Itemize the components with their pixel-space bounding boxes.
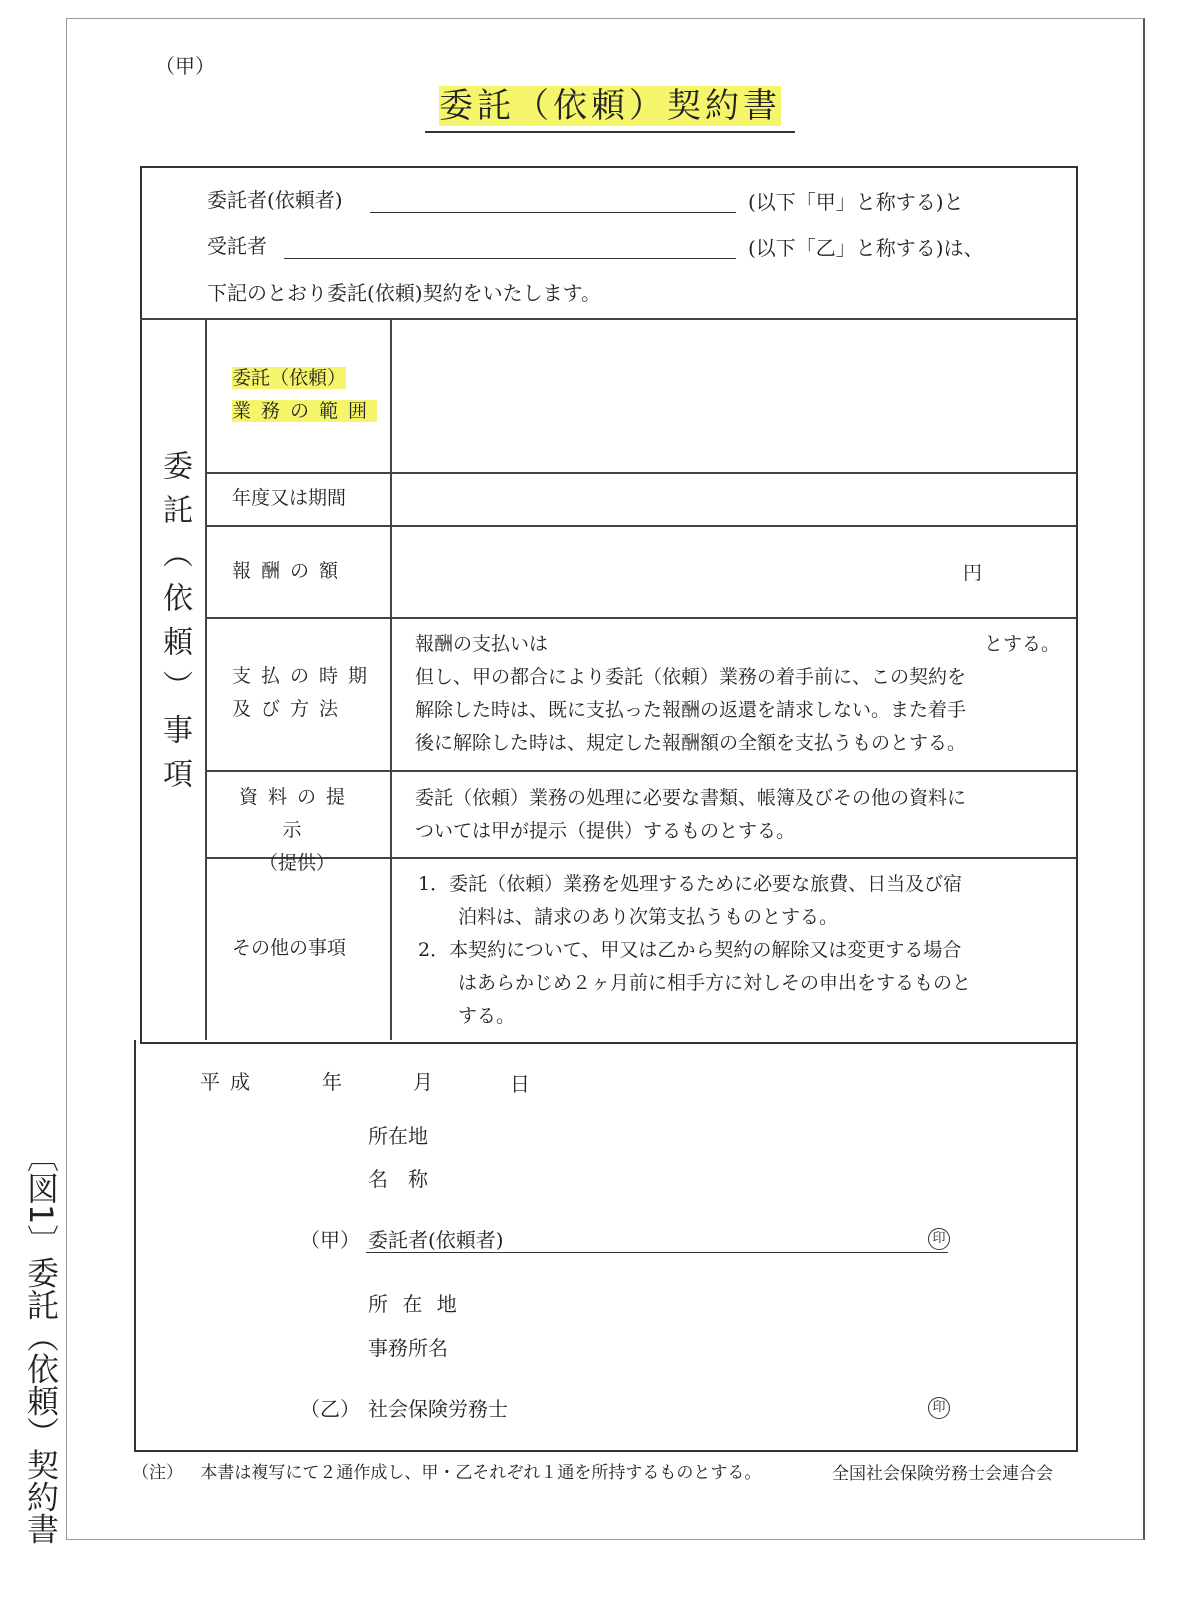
text-line: はあらかじめ２ヶ月前に相手方に対しその申出をするものと — [458, 972, 972, 994]
client-role: 委託者(依頼者) — [368, 1228, 504, 1252]
contractor-suffix: (以下「乙」と称する)は、 — [748, 236, 984, 260]
scope-field[interactable] — [392, 320, 1074, 470]
item-number: 2． — [418, 939, 450, 961]
text-line: 解除した時は、既に支払った報酬の返還を請求しない。また着手 — [415, 699, 967, 721]
label-line: 支払の時期 — [232, 665, 378, 687]
label-line: 資料の提示 — [238, 786, 355, 841]
text-line: 泊料は、請求のあり次第支払うものとする。 — [458, 906, 839, 928]
label-line: 委託（依頼） — [232, 367, 347, 389]
client-mark: （甲） — [300, 1228, 360, 1252]
label-line: 及び方法 — [232, 698, 349, 720]
row-scope-label — [232, 362, 377, 428]
client-signature-line[interactable] — [366, 1252, 948, 1253]
divider — [205, 617, 1076, 619]
client-suffix: (以下「甲」と称する)と — [748, 190, 964, 214]
text-line: 但し、甲の都合により委託（依頼）業務の着手前に、この契約を — [415, 666, 967, 688]
contractor-role: 社会保険労務士 — [368, 1397, 508, 1421]
row-other-label: その他の事項 — [232, 937, 347, 959]
text-line: 報酬の支払いは — [415, 633, 549, 655]
seal-text: 印 — [928, 1228, 950, 1250]
intro-statement: 下記のとおり委託(依頼)契約をいたします。 — [207, 281, 602, 305]
figure-caption: 〔図1〕委託（依頼）契約書 — [22, 1140, 60, 1545]
text-line: とする。 — [983, 633, 1060, 655]
footer-note — [132, 1458, 761, 1483]
client-name-label: 名 称 — [368, 1167, 428, 1191]
yen-unit: 円 — [963, 562, 983, 584]
payment-terms — [415, 628, 1060, 760]
item-number: 1． — [418, 873, 450, 895]
divider — [205, 318, 207, 1040]
text-line: 委託（依頼）業務を処理するために必要な旅費、日当及び宿 — [449, 873, 963, 895]
period-field[interactable] — [392, 474, 1074, 524]
text-line: ついては甲が提示（提供）するものとする。 — [415, 820, 796, 842]
items-side-label: 委託（依頼）事項 — [157, 450, 192, 802]
date-era: 平成 — [200, 1070, 260, 1094]
text-line: 委託（依頼）業務の処理に必要な書類、帳簿及びその他の資料に — [415, 787, 967, 809]
row-materials-label — [232, 781, 362, 880]
label-line: 業務の範囲 — [232, 400, 378, 422]
contractor-name-field[interactable] — [284, 258, 736, 259]
fee-amount-field[interactable] — [392, 527, 952, 615]
party-mark: （甲） — [155, 54, 215, 78]
date-year: 年 — [322, 1070, 342, 1094]
text-line: する。 — [458, 1005, 516, 1027]
date-day: 日 — [510, 1072, 530, 1096]
document-title — [425, 78, 795, 133]
client-name-field[interactable] — [370, 212, 736, 213]
contractor-office-label: 事務所名 — [368, 1336, 448, 1360]
contractor-mark: （乙） — [300, 1397, 360, 1421]
divider — [205, 770, 1076, 772]
note-mark: （注） — [132, 1463, 183, 1483]
materials-terms — [415, 782, 966, 848]
row-period-label: 年度又は期間 — [232, 487, 347, 509]
date-month: 月 — [413, 1070, 433, 1094]
text-line: 後に解除した時は、規定した報酬額の全額を支払うものとする。 — [415, 732, 967, 754]
client-label: 委託者(依頼者) — [207, 188, 343, 212]
text-line: 本契約について、甲又は乙から契約の解除又は変更する場合 — [449, 939, 962, 961]
other-terms — [418, 868, 971, 1033]
contractor-label: 受託者 — [207, 234, 267, 258]
note-text: 本書は複写にて２通作成し、甲・乙それぞれ１通を所持するものとする。 — [200, 1463, 762, 1483]
footer-organization: 全国社会保険労務士会連合会 — [832, 1464, 1053, 1484]
label-line: （提供） — [258, 852, 335, 874]
row-payment-label — [232, 660, 377, 726]
client-address-label: 所在地 — [368, 1124, 428, 1148]
contractor-address-label: 所 在 地 — [368, 1292, 461, 1316]
row-fee-label: 報酬の額 — [232, 560, 349, 582]
client-seal-icon — [928, 1227, 950, 1250]
seal-text: 印 — [928, 1397, 950, 1419]
title-text: 委託（依頼）契約書 — [439, 86, 781, 126]
contractor-seal-icon — [928, 1396, 950, 1419]
